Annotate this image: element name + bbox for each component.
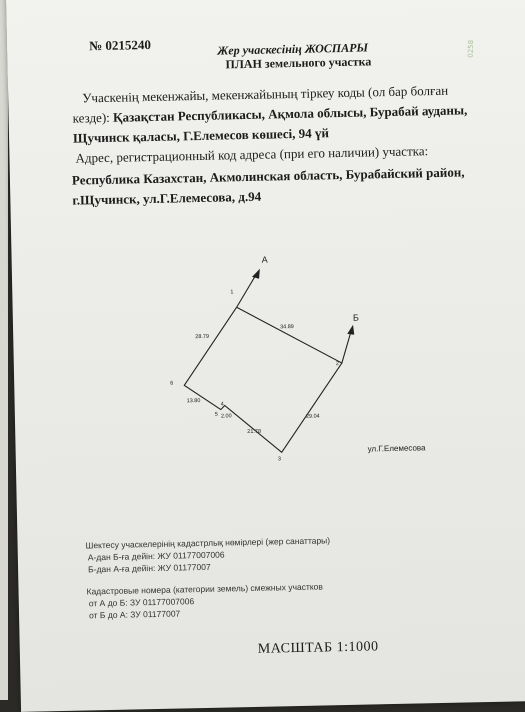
neighbors-ru-line2: от Б до А: ЗУ 01177007 (88, 608, 181, 621)
point-5-label: 5 (214, 411, 219, 418)
length-4-5: 2.00 (220, 413, 232, 420)
arrow-a-head (252, 269, 260, 279)
address-kz-label-line2: кезде): (72, 109, 110, 126)
land-plot-plan (6, 0, 525, 712)
plot-boundary (183, 305, 344, 454)
neighbors-ru-title: Кадастровые номера (категории земель) смежных участков (86, 581, 323, 597)
background-sheet (0, 0, 8, 700)
neighbors-ru-line1: от А до Б: ЗУ 01177007006 (88, 596, 195, 609)
point-4-label: 4 (220, 401, 224, 408)
arrow-a-line (236, 275, 257, 307)
address-ru-label: Адрес, регистрационный код адреса (при его наличии) участка: (75, 143, 429, 166)
neighbors-kz-line1: А-дан Б-ға дейін: ЖУ 01177007006 (87, 549, 225, 563)
arrow-a-label: А (261, 254, 268, 265)
arrow-b-line (341, 331, 352, 363)
stamp: 0258 (466, 39, 476, 58)
address-kz-label-line1: Учаскенің мекенжайы, мекенжайының тіркеу коды (ол бар болған (82, 82, 449, 106)
length-3-4: 21.78 (247, 428, 262, 436)
neighbors-kz-title: Шектесу учаскелерінің кадастрлық нөмірлері (жер санаттары) (85, 535, 331, 551)
document-number: № 0215240 (88, 36, 152, 54)
title-kz: Жер учаскесінің ЖОСПАРЫ (217, 40, 369, 58)
document-sheet (6, 0, 525, 712)
point-1-label: 1 (230, 289, 234, 296)
address-kz-value-line1: Қазақстан Республикасы, Ақмола облысы, Бурабай ауданы, (112, 102, 468, 125)
street-label: ул.Г.Елемесова (367, 443, 426, 454)
length-2-3: 29.04 (305, 413, 320, 420)
address-kz-value-line2: Щучинск қаласы, Г.Елемесов көшесі, 94 үй (72, 125, 330, 146)
title-ru: ПЛАН земельного участка (225, 54, 372, 72)
address-ru-value-line1: Республика Казахстан, Акмолинская область, Бурабайский район, (71, 164, 465, 188)
length-5-6: 13.80 (186, 398, 201, 405)
arrow-b-label: Б (352, 312, 359, 323)
point-2-label: 2 (335, 361, 339, 368)
scale-label: МАСШТАБ 1:1000 (257, 639, 379, 657)
neighbors-kz-line2: Б-дан А-ға дейін: ЖУ 01177007 (88, 561, 211, 575)
length-6-1: 28.79 (195, 333, 210, 341)
point-6-label: 6 (170, 380, 174, 387)
address-ru-value-line2: г.Щучинск, ул.Г.Елемесова, д.94 (72, 188, 262, 208)
point-3-label: 3 (277, 456, 281, 463)
arrow-b-head (347, 325, 354, 335)
length-1-2: 34.89 (280, 324, 294, 331)
